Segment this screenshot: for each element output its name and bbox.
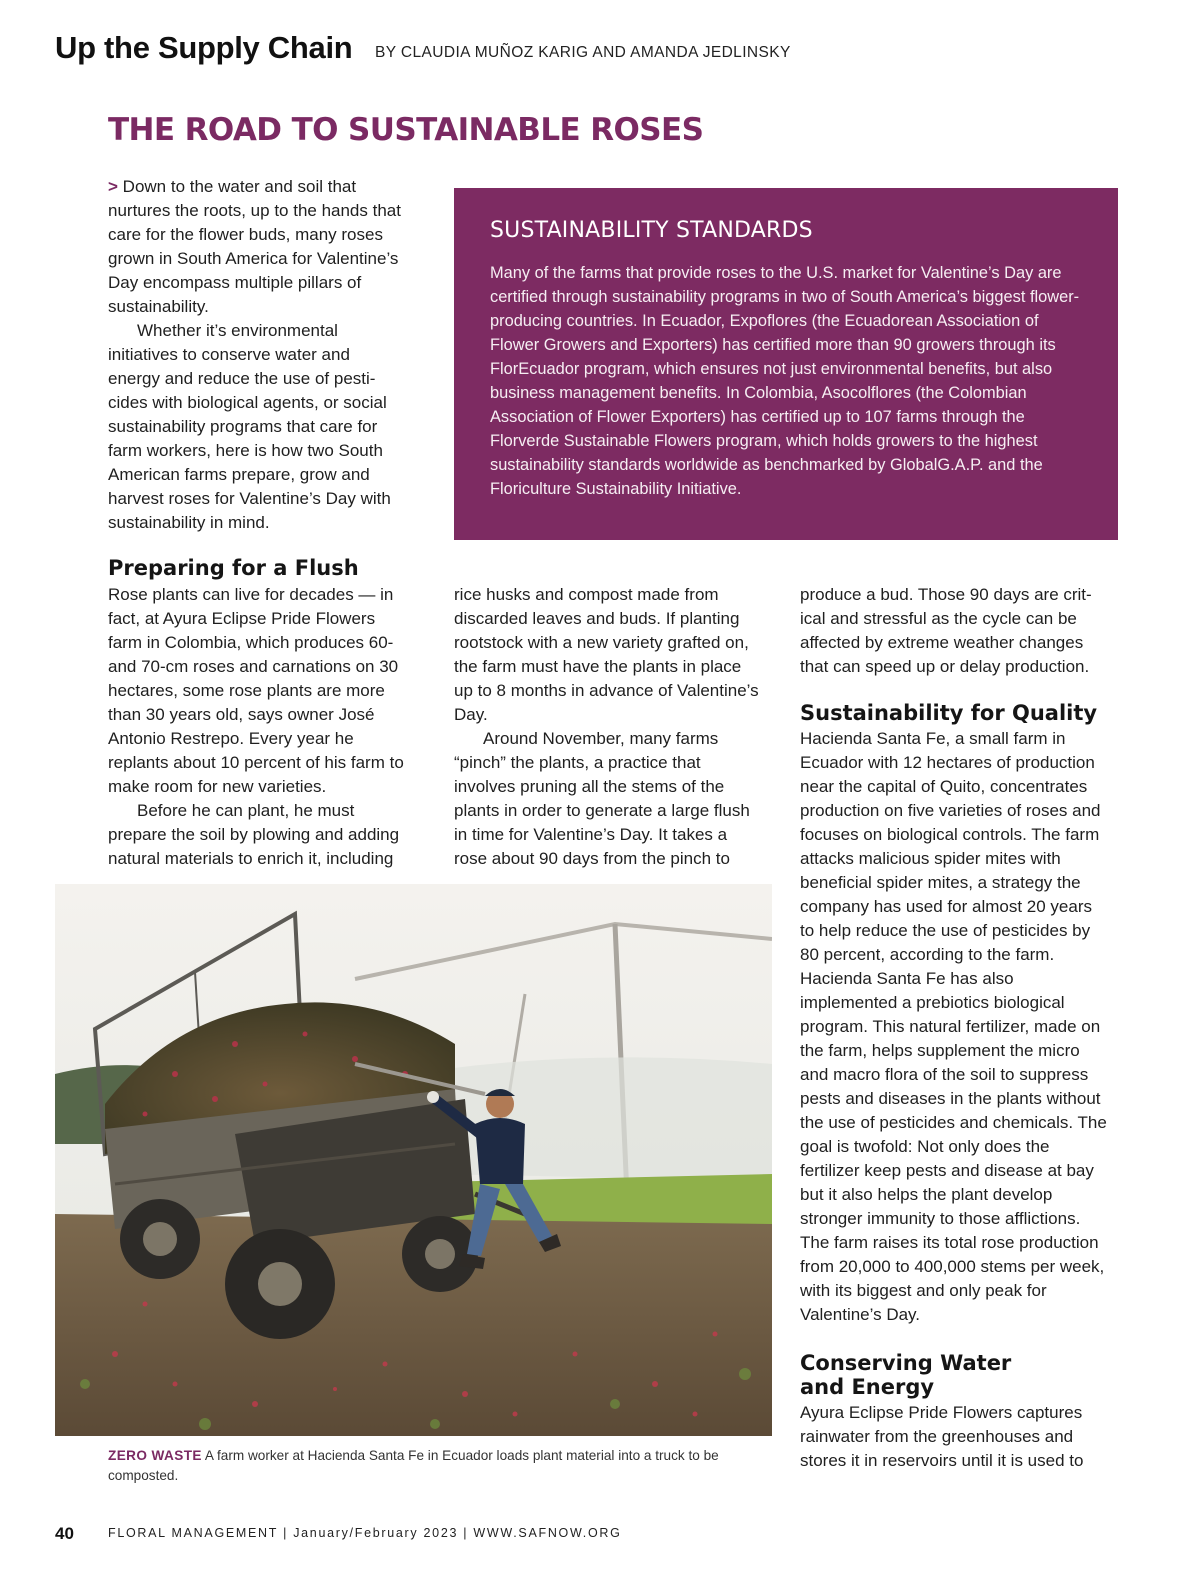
sidebar-body: Many of the farms that provide roses to the U.S. market for Valentine’s Day are certified through sustainability programs in two of South America’s biggest flower-producing countries. In Ecuador, Expoflores (the Ecuadorean Association of Flower Growers and Exporters) has certified more than 90 growers through its FlorEcuador program, which ensures not just environmental benefits, but also business management benefits. In Colombia, Asocolflores (the Colombian Association of Flower Exporters) has certified up to 107 farms through the Florverde Sustainable Flowers program, which holds growers to the highest sustainability standards worldwide as benchmarked by GlobalG.A.P. and the Floriculture Sustainability Initiative. bbox=[490, 264, 1080, 498]
sidebar-title: SUSTAINABILITY STANDARDS bbox=[490, 218, 813, 243]
page-footer bbox=[55, 1524, 855, 1544]
article-column-1 bbox=[108, 556, 408, 871]
caption-text: A farm worker at Hacienda Santa Fe in Ecuador loads plant material into a truck to be composted. bbox=[108, 1448, 719, 1483]
heading-conserving-water: Conserving Water and Energy bbox=[800, 1351, 1012, 1399]
heading-sustainability-quality: Sustainability for Quality bbox=[800, 701, 1098, 725]
chevron-right-icon: > bbox=[108, 177, 118, 196]
col1-paragraph-1: Rose plants can live for decades — in fact, at Ayura Eclipse Pride Flowers farm in Colombia, which produces 60- and 70-cm roses and carnations on 30 hectares, some rose plants are more than 30 years old, says owner José Antonio Restrepo. Every year he replants about 10 percent of his farm to make room for new varieties. bbox=[108, 585, 404, 796]
page-header bbox=[55, 30, 1155, 70]
article-column-3 bbox=[800, 583, 1110, 1473]
intro-column bbox=[108, 175, 404, 535]
page-number: 40 bbox=[55, 1524, 74, 1543]
sustainability-sidebar bbox=[454, 188, 1118, 540]
article-headline: THE ROAD TO SUSTAINABLE ROSES bbox=[108, 112, 704, 148]
heading-preparing-flush: Preparing for a Flush bbox=[108, 556, 359, 580]
byline: BY CLAUDIA MUÑOZ KARIG AND AMANDA JEDLINSKY bbox=[375, 44, 791, 61]
farm-worker-photo bbox=[55, 884, 772, 1436]
col2-paragraph-1: rice husks and compost made from discarded leaves and buds. If planting rootstock with a new variety grafted on, the farm must have the plants in place up to 8 months in advance of Valentine’s Day. bbox=[454, 585, 759, 724]
photo-caption bbox=[108, 1446, 748, 1486]
article-column-2 bbox=[454, 583, 762, 871]
intro-paragraph-2: Whether it’s environmental initiatives to conserve water and energy and reduce the use of pesticides with biological agents, or social sustainability programs that care for farm workers, here is how two South American farms prepare, grow and harvest roses for Valentine’s Day with sustainability in mind. bbox=[108, 321, 391, 532]
section-title: Up the Supply Chain bbox=[55, 30, 353, 65]
col1-paragraph-2: Before he can plant, he must prepare the soil by plowing and adding natural materials to enrich it, including bbox=[108, 801, 400, 868]
col2-paragraph-2: Around November, many farms “pinch” the plants, a practice that involves pruning all the stems of the plants in order to generate a large flush in time for Valentine’s Day. It takes a rose about 90 days from the pinch to bbox=[454, 729, 750, 868]
footer-publication: FLORAL MANAGEMENT | January/February 2023 | WWW.SAFNOW.ORG bbox=[108, 1526, 622, 1540]
col3-paragraph-2: Hacienda Santa Fe, a small farm in Ecuador with 12 hectares of production near the capital of Quito, concentrates production on five varieties of roses and focuses on biological controls. The farm attacks malicious spider mites with beneficial spider mites, a strategy the company has used for almost 20 years to help reduce the use of pesticides by 80 percent, according to the farm. Hacienda Santa Fe has also implemented a prebiotics biological program. This natural fertilizer, made on the farm, helps supplement the micro and macro flora of the soil to suppress pests and diseases in the plants without the use of pesticides and chemicals. The goal is twofold: Not only does the fertilizer keep pests and disease at bay but it also helps the plant develop stronger immunity to those afflictions. The farm raises its total rose production from 20,000 to 400,000 stems per week, with its biggest and only peak for Valentine’s Day. bbox=[800, 729, 1107, 1324]
col3-paragraph-1: produce a bud. Those 90 days are critical and stressful as the cycle can be affected by extreme weather changes that can speed up or delay production. bbox=[800, 585, 1092, 676]
intro-paragraph-1 bbox=[108, 175, 404, 319]
intro-text-1: Down to the water and soil that nurtures the roots, up to the hands that care for the flower buds, many roses grown in South America for Valentine’s Day encompass multiple pillars of sustainability. bbox=[108, 177, 401, 316]
col3-paragraph-3: Ayura Eclipse Pride Flowers captures rainwater from the greenhouses and stores it in reservoirs until it is used to bbox=[800, 1403, 1084, 1470]
caption-lead: ZERO WASTE bbox=[108, 1448, 202, 1463]
